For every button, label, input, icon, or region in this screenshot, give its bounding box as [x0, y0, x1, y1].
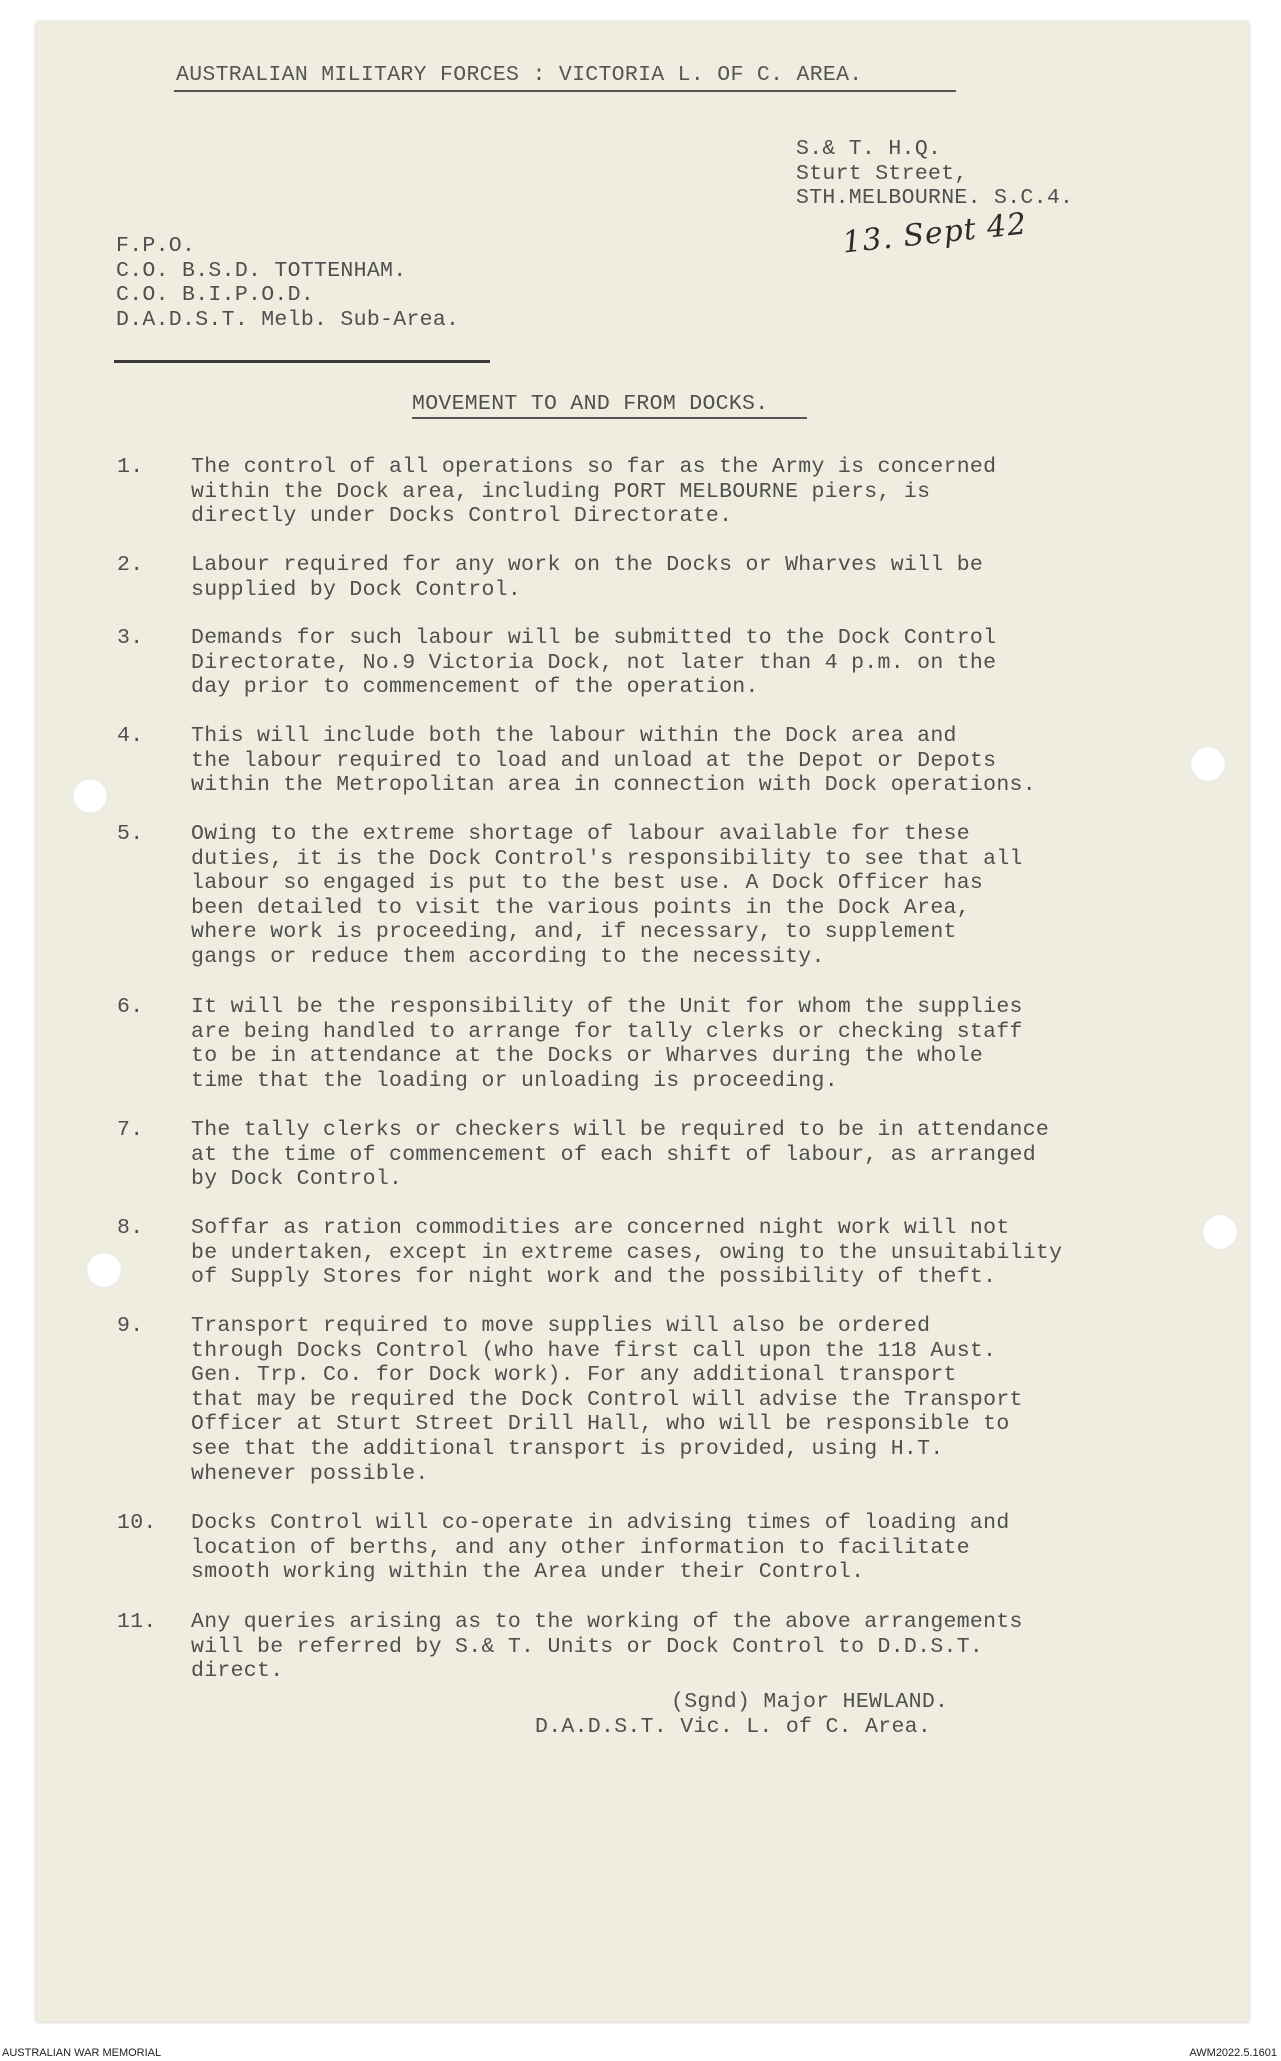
paragraph-number: 8. [117, 1216, 144, 1240]
punch-hole [1202, 1214, 1238, 1250]
document-heading: AUSTRALIAN MILITARY FORCES : VICTORIA L. OF C. AREA. [176, 63, 863, 87]
recipient-line: C.O. B.I.P.O.D. [116, 283, 315, 308]
signature-name: (Sgnd) Major HEWLAND. [671, 1690, 949, 1714]
punch-hole [72, 778, 108, 814]
paragraph-number: 9. [117, 1314, 144, 1338]
sender-address [796, 137, 1073, 211]
recipient-line: C.O. B.S.D. TOTTENHAM. [116, 258, 407, 283]
punch-hole [86, 1252, 122, 1288]
signature-title: D.A.D.S.T. Vic. L. of C. Area. [535, 1715, 932, 1739]
title-underline [412, 417, 807, 419]
paragraph-text: It will be the responsibility of the Unit for whom the supplies are being handled to arrange for tally clerks or checking staff to be in attendance at the Docks or Wharves during the whole time that the loading or unloading is proceeding. [191, 995, 1023, 1093]
footer-source: AUSTRALIAN WAR MEMORIAL [2, 2047, 162, 2059]
address-line: Sturt Street, [796, 161, 968, 186]
recipients-list [116, 234, 459, 332]
paragraph-text: Any queries arising as to the working of the above arrangements will be referred by S.& T. Units or Dock Control to D.D.S.T. direct. [191, 1610, 1023, 1684]
handwritten-date: 13. Sept 42 [840, 206, 1029, 261]
paragraph-number: 6. [117, 995, 144, 1019]
heading-underline [174, 90, 956, 92]
recipient-line: D.A.D.S.T. Melb. Sub-Area. [116, 307, 460, 332]
footer-id: AWM2022.5.1601 [1189, 2047, 1277, 2059]
paragraph-number: 5. [117, 822, 144, 846]
paragraph-number: 7. [117, 1118, 144, 1142]
address-line: STH.MELBOURNE. S.C.4. [796, 186, 1074, 211]
separator-rule [114, 360, 490, 363]
paragraph-number: 4. [117, 724, 144, 748]
paragraph-number: 3. [117, 626, 144, 650]
paragraph-text: Soffar as ration commodities are concerned night work will not be undertaken, except in extreme cases, owing to the unsuitability of Supply Stores for night work and the possibility of theft. [191, 1216, 1063, 1290]
paragraph-number: 11. [117, 1610, 157, 1634]
paragraph-text: Labour required for any work on the Docks or Wharves will be supplied by Dock Control. [191, 553, 984, 602]
paragraph-text: Docks Control will co-operate in advising times of loading and location of berths, and any other information to facilitate smooth working within the Area under their Control. [191, 1511, 1010, 1585]
recipient-line: F.P.O. [116, 234, 196, 258]
punch-hole [1190, 746, 1226, 782]
paragraph-text: The tally clerks or checkers will be required to be in attendance at the time of commencement of each shift of labour, as arranged by Dock Control. [191, 1118, 1050, 1192]
paragraph-text: Demands for such labour will be submitted to the Dock Control Directorate, No.9 Victoria Dock, not later than 4 p.m. on the day prior to commencement of the operation. [191, 626, 997, 700]
paragraph-text: Owing to the extreme shortage of labour available for these duties, it is the Dock Control's responsibility to see that all labour so engaged is put to the best use. A Dock Officer has been detailed to visit the various points in the Dock Area, where work is proceeding, and, if necessary, to supplement gangs or reduce them according to the necessity. [191, 822, 1023, 969]
paragraph-number: 1. [117, 455, 144, 479]
paragraph-number: 10. [117, 1511, 157, 1535]
paragraph-number: 2. [117, 553, 144, 577]
paragraph-text: Transport required to move supplies will also be ordered through Docks Control (who have first call upon the 118 Aust. Gen. Trp. Co. for Dock work). For any additional transport that may be required the Dock Control will advise the Transport Officer at Sturt Street Drill Hall, who will be responsible to see that the additional transport is provided, using H.T. whenever possible. [191, 1314, 1023, 1486]
address-line: S.& T. H.Q. [796, 137, 942, 161]
paragraph-text: This will include both the labour within the Dock area and the labour required to load and unload at the Depot or Depots within the Metropolitan area in connection with Dock operations. [191, 724, 1036, 798]
paragraph-text: The control of all operations so far as the Army is concerned within the Dock area, including PORT MELBOURNE piers, is directly under Docks Control Directorate. [191, 455, 997, 529]
document-title: MOVEMENT TO AND FROM DOCKS. [412, 392, 769, 416]
